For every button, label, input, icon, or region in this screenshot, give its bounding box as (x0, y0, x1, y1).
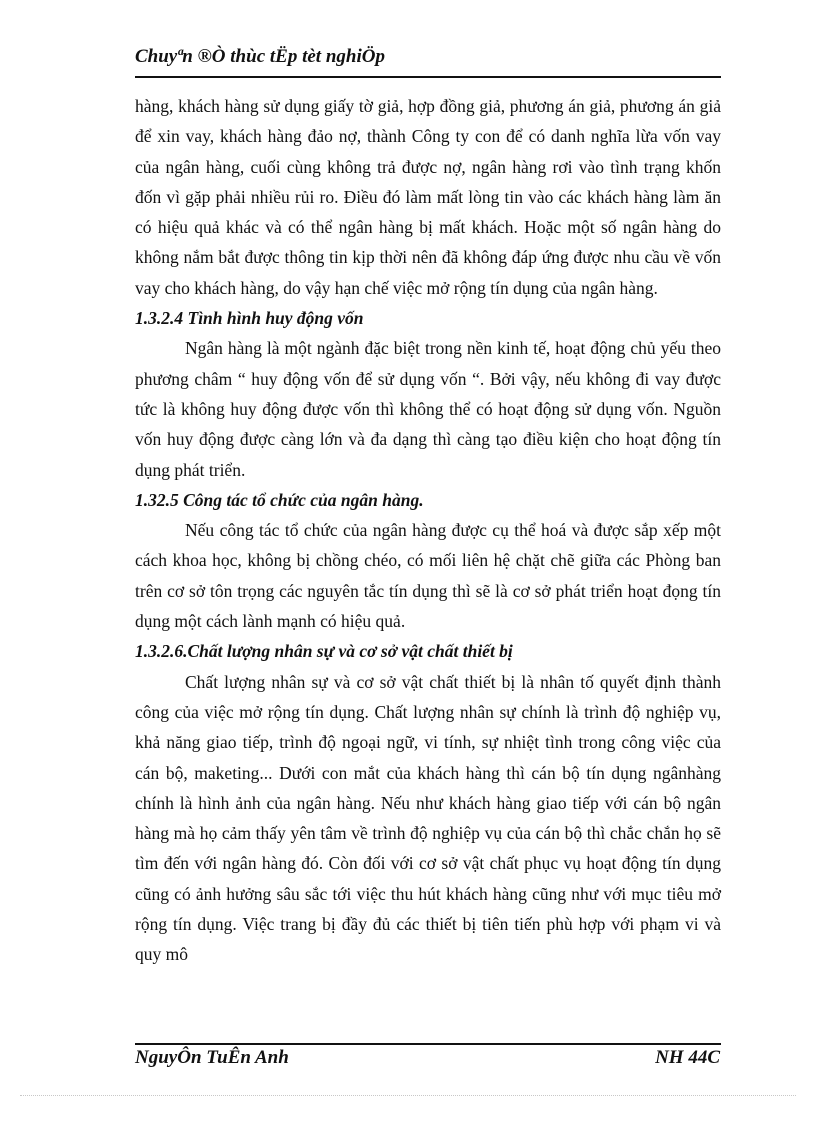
document-body (135, 91, 721, 970)
section-heading-1-3-2-5: 1.32.5 Công tác tổ chức của ngân hàng. (135, 489, 424, 510)
paragraph-2: Ngân hàng là một ngành đặc biệt trong nền kinh tế, hoạt động chủ yếu theo phương châm “ huy động vốn để sử dụng vốn “. Bởi vậy, nếu không đi vay được tức là không huy động được vốn thì không thể có hoạt động sử dụng vốn. Nguồn vốn huy động được càng lớn và đa dạng thì càng tạo điều kiện cho hoạt động tín dụng phát triển. (135, 338, 721, 480)
page-header-title: Chuyªn ®Ò thùc tËp tèt nghiÖp (135, 46, 385, 67)
header-divider (135, 76, 721, 78)
footer-divider (135, 1043, 721, 1045)
paragraph-1: hàng, khách hàng sử dụng giấy tờ giả, hợp đồng giả, phương án giả, phương án giả để xin vay, khách hàng đảo nợ, thành Công ty con để có danh nghĩa lừa vốn vay của ngân hàng, cuối cùng không trả được nợ, ngân hàng rơi vào tình trạng khốn đốn vì gặp phải nhiều rủi ro. Điều đó làm mất lòng tin vào các khách hàng làm ăn có hiệu quả khác và có thể ngân hàng bị mất khách. Hoặc một số ngân hàng do không nắm bắt được thông tin kịp thời nên đã không đáp ứng được nhu cầu về vốn vay cho khách hàng, do vậy hạn chế việc mở rộng tín dụng của ngân hàng. (135, 96, 721, 298)
paragraph-3: Nếu công tác tổ chức của ngân hàng được cụ thể hoá và được sắp xếp một cách khoa học, không bị chồng chéo, có mối liên hệ chặt chẽ giữa các Phòng ban trên cơ sở tôn trọng các nguyên tắc tín dụng thì sẽ là cơ sở phát triển hoạt đọng tín dụng một cách lành mạnh có hiệu quả. (135, 520, 721, 632)
paragraph-4: Chất lượng nhân sự và cơ sở vật chất thiết bị là nhân tố quyết định thành công của việc mở rộng tín dụng. Chất lượng nhân sự chính là trình độ nghiệp vụ, khả năng giao tiếp, trình độ ngoại ngữ, vi tính, sự nhiệt tình trong công việc của cán bộ, maketing... Dưới con mắt của khách hàng thì cán bộ tín dụng ngânhàng chính là hình ảnh của ngân hàng. Nếu như khách hàng giao tiếp với cán bộ ngân hàng mà họ cảm thấy yên tâm về trình độ nghiệp vụ của cán bộ thì chắc chắn họ sẽ tìm đến với ngân hàng đó. Còn đối với cơ sở vật chất phục vụ hoạt động tín dụng cũng có ảnh hưởng sâu sắc tới việc thu hút khách hàng cũng như với mục tiêu mở rộng tín dụng. Việc trang bị đầy đủ các thiết bị tiên tiến phù hợp với phạm vi và quy mô (135, 671, 721, 965)
section-heading-1-3-2-4: 1.3.2.4 Tình hình huy động vốn (135, 308, 364, 329)
footer-class-code: NH 44C (655, 1047, 720, 1068)
page-bottom-dotted-line (20, 1095, 796, 1096)
section-heading-1-3-2-6: 1.3.2.6.Chất lượng nhân sự và cơ sở vật chất thiết bị (135, 641, 513, 662)
footer-author: NguyÔn TuÊn Anh (135, 1047, 289, 1068)
